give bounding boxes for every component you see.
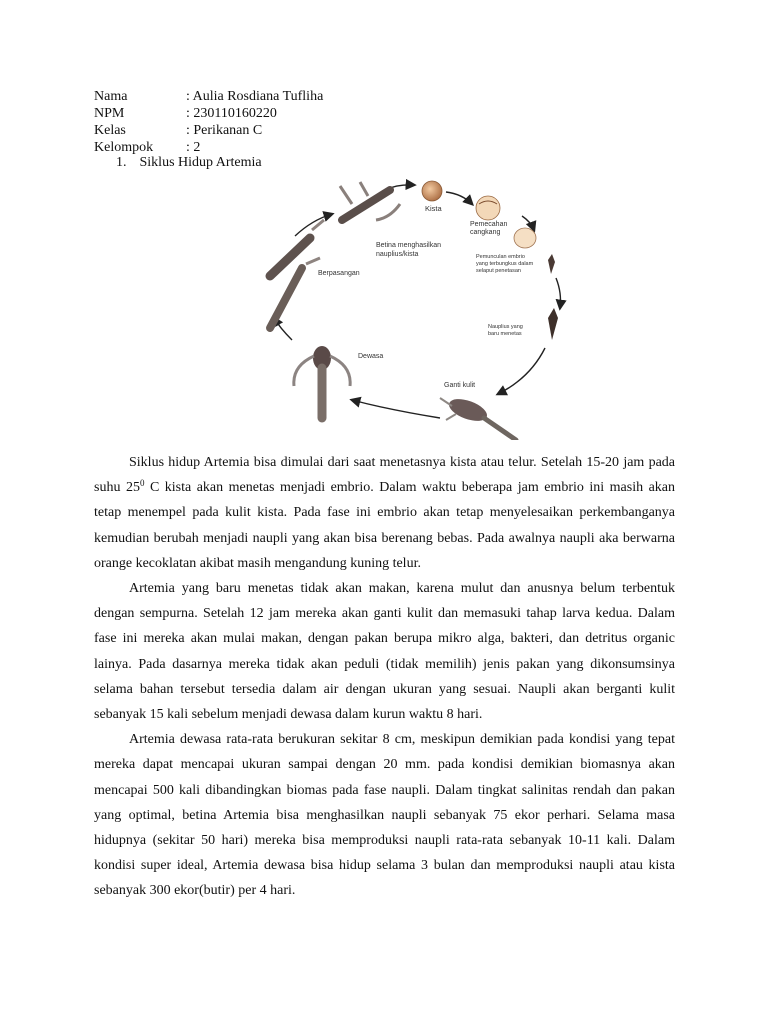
label-nauplius-2: baru menetas: [488, 331, 522, 337]
heading-title: Siklus Hidup Artemia: [139, 155, 262, 170]
cycle-arrow: [498, 348, 545, 394]
female-artemia: [340, 182, 400, 220]
cycle-arrow: [352, 400, 440, 418]
paragraph-3: Artemia dewasa rata-rata berukuran sekitar 8 cm, meskipun demikian pada kondisi yang tepat mereka dapat mencapai ukuran sampai dengan 20 mm. pada kondisi demikian biomasnya akan mencapai 500 kali dibandingkan biomas pada fase naupli. Dalam tingkat salinitas rendah dan pakan yang optimal, betina Artemia bisa menghasilkan naupli sebanyak 75 ekor perhari. Selama masa hidupnya (sekitar 50 hari) mereka bisa memproduksi naupli rata-rata sebanyak 10-11 kali. Dalam kondisi super ideal, Artemia dewasa bisa hidup selama 3 bulan dan memproduksi naupli atau kista sebanyak 300 ekor(butir) per 4 hari.: [94, 732, 675, 899]
info-label: Kelas: [94, 123, 126, 138]
label-nauplius-1: Nauplius yang: [488, 324, 523, 330]
life-cycle-svg: [240, 178, 580, 440]
emerging-embryo: [514, 228, 536, 248]
label-pemunculan-3: selaput penetasan: [476, 268, 521, 274]
paragraph-1-part-b: C kista akan menetas menjadi embrio. Dalam waktu beberapa jam embrio ini masih akan tetap menempel pada kulit kista. Pada fase ini embrio akan tetap menyelesaikan perkembanganya kemudian berubah menjadi naupli yang akan bisa berenang bebas. Pada awalnya naupli aka berwarna orange kecoklatan akibat masih mengandung kuning telur.: [94, 480, 675, 571]
label-berpasangan: Berpasangan: [318, 270, 360, 277]
section-heading: [116, 155, 262, 171]
info-label: Kelompok: [94, 140, 154, 155]
cycle-arrow: [556, 278, 561, 308]
body-text: [94, 450, 675, 904]
paragraph-1: [94, 450, 675, 576]
label-dewasa: Dewasa: [358, 353, 384, 360]
info-label: Nama: [94, 89, 128, 104]
molting-larva: [440, 395, 516, 440]
cycle-arrow: [295, 214, 332, 236]
info-value: : 2: [186, 140, 201, 155]
label-pemunculan-1: Pemunculan embrio: [476, 254, 525, 260]
nauplius-small: [548, 254, 555, 274]
info-value: : 230110160220: [186, 106, 277, 121]
degree-superscript: 0: [139, 478, 145, 489]
hatching-shell: [476, 196, 500, 220]
cycle-arrow: [446, 192, 472, 204]
adult-artemia: [294, 346, 350, 418]
cyst-egg: [422, 181, 442, 201]
heading-number: 1.: [116, 155, 127, 170]
info-value: : Perikanan C: [186, 123, 263, 138]
label-kista: Kista: [425, 204, 442, 213]
label-ganti-kulit: Ganti kulit: [444, 382, 476, 389]
pairing-artemia: [270, 220, 324, 328]
nauplius-new: [548, 308, 558, 340]
label-cangkang: cangkang: [470, 229, 501, 236]
life-cycle-diagram: [240, 178, 580, 440]
label-betina-1: Betina menghasilkan: [376, 242, 441, 249]
info-value: : Aulia Rosdiana Tufliha: [186, 89, 324, 104]
paragraph-2: Artemia yang baru menetas tidak akan makan, karena mulut dan anusnya belum terbentuk dengan sempurna. Setelah 12 jam mereka akan ganti kulit dan memasuki tahap larva kedua. Dalam fase ini mereka akan mulai makan, dengan pakan berupa mikro alga, bakteri, dan detritus organic lainya. Pada dasarnya mereka tidak akan peduli (tidak memilih) jenis pakan yang dikonsumsinya selama bahan tersebut tersedia dalam air dengan ukuran yang sesuai. Naupli akan berganti kulit sebanyak 15 kali sebelum menjadi dewasa dalam kurun waktu 8 hari.: [94, 581, 675, 723]
label-pemecahan: Pemecahan: [470, 221, 508, 228]
label-betina-2: nauplius/kista: [376, 251, 419, 258]
label-pemunculan-2: yang terbungkus dalam: [476, 261, 534, 267]
info-label: NPM: [94, 106, 125, 121]
paragraph-1-part-a: Siklus hidup Artemia bisa dimulai dari saat menetasnya kista atau telur. Setelah 15-20 jam pada suhu 25: [94, 455, 675, 496]
